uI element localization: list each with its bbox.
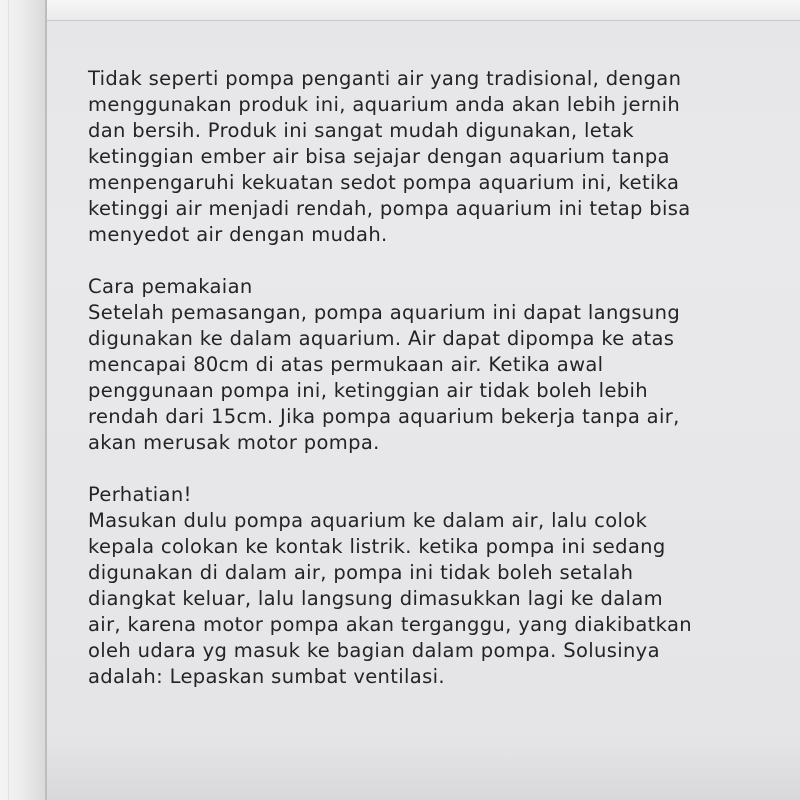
box-top-edge bbox=[47, 0, 800, 20]
text-line: ketinggian ember air bisa sejajar dengan aquarium tanpa bbox=[88, 145, 670, 168]
text-line: Tidak seperti pompa penganti air yang tradisional, dengan bbox=[88, 67, 682, 90]
text-line: menpengaruhi kekuatan sedot pompa aquarium ini, ketika bbox=[88, 171, 680, 194]
text-line: digunakan di dalam air, pompa ini tidak boleh setalah bbox=[88, 561, 634, 584]
bottom-shadow bbox=[47, 740, 800, 800]
usage-section bbox=[88, 274, 778, 456]
instruction-text bbox=[88, 66, 778, 690]
box-side-panel bbox=[0, 0, 46, 800]
text-line: ketinggi air menjadi rendah, pompa aquarium ini tetap bisa bbox=[88, 197, 691, 220]
text-line: adalah: Lepaskan sumbat ventilasi. bbox=[88, 665, 445, 688]
box-top-crease bbox=[47, 20, 800, 21]
text-line: diangkat keluar, lalu langsung dimasukkan lagi ke dalam bbox=[88, 587, 663, 610]
side-panel-edge bbox=[8, 0, 9, 800]
text-line: digunakan ke dalam aquarium. Air dapat dipompa ke atas bbox=[88, 327, 675, 350]
text-line: akan merusak motor pompa. bbox=[88, 431, 380, 454]
text-line: Masukan dulu pompa aquarium ke dalam air, lalu colok bbox=[88, 509, 648, 532]
text-line: Setelah pemasangan, pompa aquarium ini dapat langsung bbox=[88, 301, 681, 324]
text-line: rendah dari 15cm. Jika pompa aquarium bekerja tanpa air, bbox=[88, 405, 680, 428]
text-line: oleh udara yg masuk ke bagian dalam pompa. Solusinya bbox=[88, 639, 660, 662]
text-line: kepala colokan ke kontak listrik. ketika pompa ini sedang bbox=[88, 535, 666, 558]
text-line: mencapai 80cm di atas permukaan air. Ketika awal bbox=[88, 353, 604, 376]
warning-section bbox=[88, 482, 778, 690]
text-line: dan bersih. Produk ini sangat mudah digunakan, letak bbox=[88, 119, 635, 142]
text-line: air, karena motor pompa akan terganggu, yang diakibatkan bbox=[88, 613, 692, 636]
paragraph-gap bbox=[88, 248, 778, 274]
intro-paragraph bbox=[88, 66, 778, 248]
usage-heading: Cara pemakaian bbox=[88, 275, 253, 298]
warning-heading: Perhatian! bbox=[88, 483, 192, 506]
paragraph-gap bbox=[88, 456, 778, 482]
text-line: menggunakan produk ini, aquarium anda akan lebih jernih bbox=[88, 93, 681, 116]
text-line: menyedot air dengan mudah. bbox=[88, 223, 388, 246]
text-line: penggunaan pompa ini, ketinggian air tidak boleh lebih bbox=[88, 379, 648, 402]
